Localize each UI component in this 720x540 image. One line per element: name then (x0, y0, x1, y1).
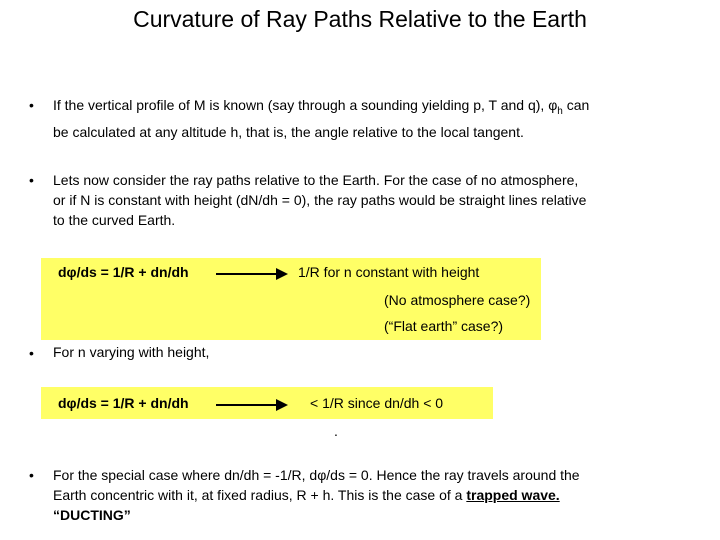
bullet-marker: • (29, 172, 34, 188)
text-run: can (562, 97, 590, 113)
equation-1-note-2: (“Flat earth” case?) (384, 318, 504, 334)
bullet-marker: • (29, 97, 34, 113)
equation-2-rhs: < 1/R since dn/dh < 0 (310, 395, 444, 411)
arrow-shaft (216, 273, 278, 275)
paragraph-n-varying: For n varying with height, (53, 344, 210, 360)
bullet-marker: • (29, 345, 34, 361)
equation-1-note-1: (No atmosphere case?) (384, 292, 531, 308)
page-title: Curvature of Ray Paths Relative to the Earth (133, 6, 587, 32)
stray-dot: . (334, 423, 338, 439)
ducting-label: “DUCTING” (53, 507, 131, 523)
equation-1-rhs: 1/R for n constant with height (298, 264, 480, 280)
paragraph-ducting (53, 465, 693, 525)
bullet-marker: • (29, 467, 34, 483)
paragraph-line: to the curved Earth. (53, 212, 176, 228)
arrow-right-icon (276, 268, 288, 280)
trapped-wave-emphasis: trapped wave. (466, 487, 560, 503)
equation-1-lhs: dφ/ds = 1/R + dn/dh (58, 264, 189, 280)
arrow-right-icon (276, 399, 288, 411)
arrow-shaft (216, 404, 278, 406)
text-run: If the vertical profile of M is known (say through a sounding yielding p, T and q), φ (53, 97, 558, 113)
paragraph-ray-paths (53, 170, 693, 230)
text-run: Earth concentric with it, at fixed radius, R + h. This is the case of a (53, 487, 467, 503)
paragraph-line (53, 95, 693, 122)
paragraph-line: For the special case where dn/dh = -1/R, dφ/ds = 0. Hence the ray travels around the (53, 467, 580, 483)
equation-2-lhs: dφ/ds = 1/R + dn/dh (58, 395, 189, 411)
paragraph-line (53, 485, 693, 505)
paragraph-profile (53, 95, 693, 142)
paragraph-line: Lets now consider the ray paths relative to the Earth. For the case of no atmosphere, (53, 172, 579, 188)
paragraph-line: be calculated at any altitude h, that is, the angle relative to the local tangent. (53, 123, 524, 140)
paragraph-line: or if N is constant with height (dN/dh = 0), the ray paths would be straight lines relative (53, 192, 587, 208)
subscript-h: h (557, 105, 563, 117)
